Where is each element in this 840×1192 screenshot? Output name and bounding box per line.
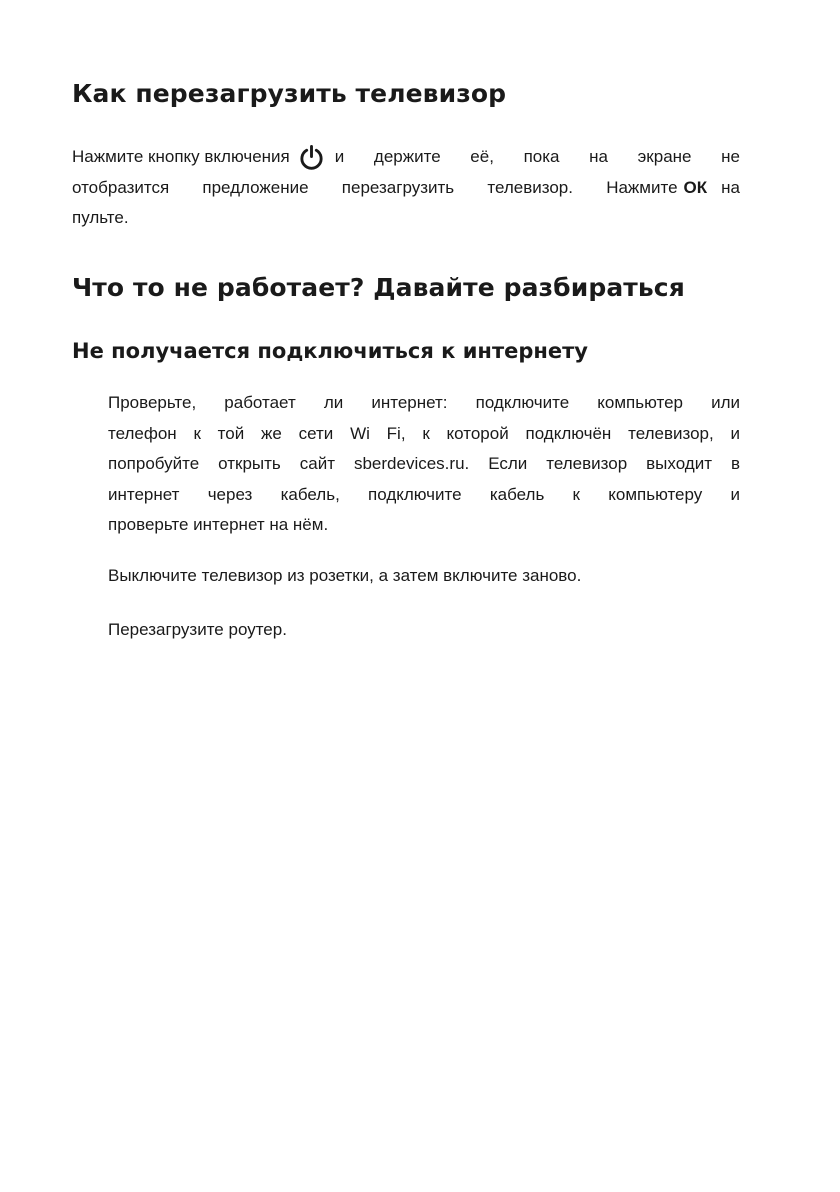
heading-reboot-tv: Как перезагрузить телевизор xyxy=(72,79,507,108)
item2-text: Выключите телевизор из розетки, а затем включите заново. xyxy=(108,566,582,585)
text-offer-reboot: отобразится предложение перезагрузить телевизор. Нажмите xyxy=(72,177,678,197)
paragraph-line-2 xyxy=(72,173,740,204)
item1-line-5: проверьте интернет на нём. xyxy=(108,515,329,534)
text-ok-key: ОК xyxy=(683,177,708,197)
paragraph-line-3: пульте. xyxy=(72,208,129,227)
item1-line-1: Проверьте, работает ли интернет: подключите компьютер или xyxy=(108,393,740,412)
power-icon xyxy=(298,144,325,171)
paragraph-reboot-instructions xyxy=(72,142,740,234)
text-on: на xyxy=(721,177,740,197)
text-hold-until: и держите её, пока на экране не xyxy=(334,147,740,166)
paragraph-line-1 xyxy=(72,142,740,173)
inline-icon-wrap xyxy=(290,142,331,173)
list-item-check-internet xyxy=(108,388,740,541)
heading-troubleshooting: Что то не работает? Давайте разбираться xyxy=(72,273,685,302)
item1-line-2: телефон к той же сети Wi Fi, к которой подключён телевизор, и xyxy=(108,423,740,443)
item1-line-3: попробуйте открыть сайт sberdevices.ru. Если телевизор выходит в xyxy=(108,454,740,473)
item3-text: Перезагрузите роутер. xyxy=(108,620,287,639)
list-item-reboot-router xyxy=(108,615,740,646)
heading-no-internet: Не получается подключиться к интернету xyxy=(72,339,588,363)
list-item-unplug-tv xyxy=(108,561,740,592)
item1-line-4: интернет через кабель, подключите кабель к компьютеру и xyxy=(108,484,740,504)
text-press-power: Нажмите кнопку включения xyxy=(72,147,290,166)
